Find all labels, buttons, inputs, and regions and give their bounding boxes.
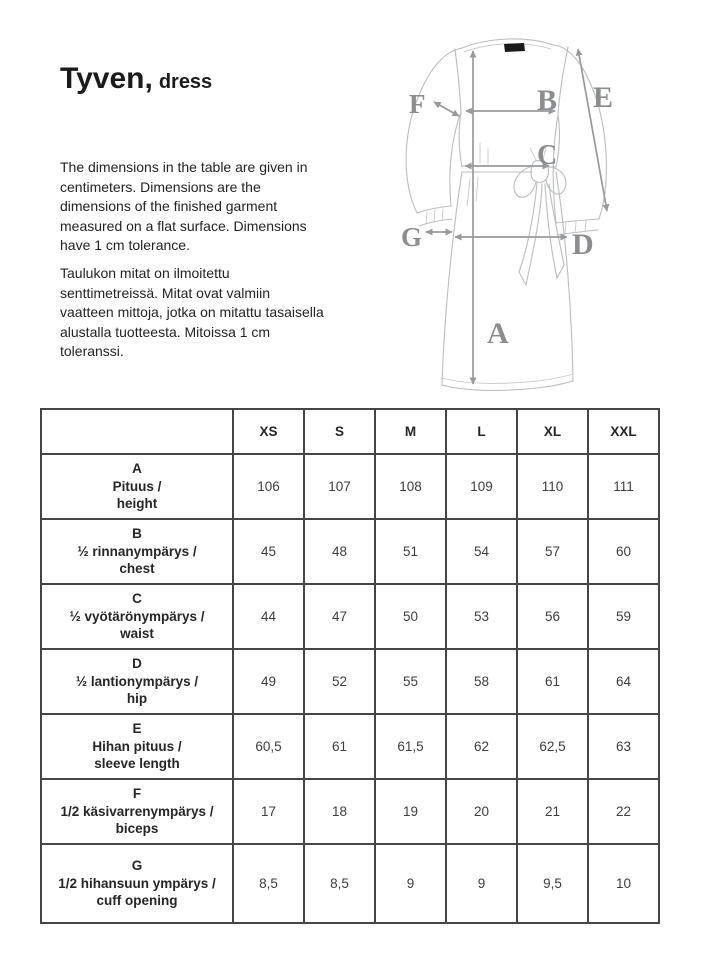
description-finnish: Taulukon mitat on ilmoitettu senttimetreissä. Mitat ovat valmiin vaatteen mittoja, jotka on mitattu tasaisella alustalla tuotteesta. Mitoissa 1 cm toleranssi. [60, 265, 324, 359]
measurement-label-cell: E Hihan pituus / sleeve length [41, 714, 233, 779]
measurement-letters [401, 81, 613, 350]
size-value-cell: 45 [233, 519, 304, 584]
size-column-header: S [304, 409, 375, 454]
letter-f: F [409, 89, 426, 119]
size-value-cell: 8,5 [233, 844, 304, 923]
size-value-cell: 20 [446, 779, 517, 844]
size-value-cell: 61,5 [375, 714, 446, 779]
measurement-label-cell: B ½ rinnanympärys / chest [41, 519, 233, 584]
size-column-header: XS [233, 409, 304, 454]
size-value-cell: 53 [446, 584, 517, 649]
product-type: dress [158, 71, 213, 93]
size-value-cell: 55 [375, 649, 446, 714]
size-value-cell: 44 [233, 584, 304, 649]
size-value-cell: 19 [375, 779, 446, 844]
size-value-cell: 62,5 [517, 714, 588, 779]
size-value-cell: 60 [588, 519, 659, 584]
size-table-body [41, 454, 659, 923]
size-value-cell: 52 [304, 649, 375, 714]
measurement-label-cell: F 1/2 käsivarrenympärys / biceps [41, 779, 233, 844]
size-value-cell: 21 [517, 779, 588, 844]
size-column-header: XXL [588, 409, 659, 454]
size-value-cell: 59 [588, 584, 659, 649]
size-value-cell: 18 [304, 779, 375, 844]
size-value-cell: 8,5 [304, 844, 375, 923]
size-value-cell: 9 [375, 844, 446, 923]
measurement-label-cell: D ½ lantionympärys / hip [41, 649, 233, 714]
size-value-cell: 109 [446, 454, 517, 519]
letter-a: A [487, 317, 509, 350]
size-value-cell: 106 [233, 454, 304, 519]
corner-cell [41, 409, 233, 454]
size-value-cell: 48 [304, 519, 375, 584]
table-row [41, 519, 659, 584]
letter-d: D [572, 228, 594, 261]
table-row [41, 714, 659, 779]
size-value-cell: 107 [304, 454, 375, 519]
size-value-cell: 60,5 [233, 714, 304, 779]
size-value-cell: 61 [304, 714, 375, 779]
size-value-cell: 108 [375, 454, 446, 519]
letter-c: C [537, 140, 558, 171]
dress-measurement-diagram [390, 8, 712, 404]
size-value-cell: 54 [446, 519, 517, 584]
size-table [40, 408, 660, 924]
table-row [41, 649, 659, 714]
size-value-cell: 47 [304, 584, 375, 649]
size-value-cell: 49 [233, 649, 304, 714]
size-value-cell: 61 [517, 649, 588, 714]
size-value-cell: 9,5 [517, 844, 588, 923]
measurement-arrows [426, 49, 607, 384]
size-value-cell: 22 [588, 779, 659, 844]
letter-b: B [537, 84, 558, 117]
measurement-label-cell: A Pituus / height [41, 454, 233, 519]
size-value-cell: 17 [233, 779, 304, 844]
size-column-header: XL [517, 409, 588, 454]
collar-label [504, 43, 525, 52]
size-column-header: M [375, 409, 446, 454]
letter-g: G [401, 222, 423, 252]
size-value-cell: 110 [517, 454, 588, 519]
size-value-cell: 58 [446, 649, 517, 714]
table-row [41, 779, 659, 844]
table-row [41, 454, 659, 519]
size-value-cell: 10 [588, 844, 659, 923]
table-row [41, 584, 659, 649]
size-value-cell: 57 [517, 519, 588, 584]
page-title [60, 62, 212, 96]
arrow-f-biceps [434, 102, 459, 116]
arrow-e-sleeve [578, 49, 607, 211]
size-value-cell: 9 [446, 844, 517, 923]
measurement-label-cell: G 1/2 hihansuun ympärys / cuff opening [41, 844, 233, 923]
size-value-cell: 63 [588, 714, 659, 779]
size-value-cell: 111 [588, 454, 659, 519]
size-value-cell: 62 [446, 714, 517, 779]
table-row [41, 844, 659, 923]
letter-e: E [593, 81, 614, 114]
size-table-header-row [41, 409, 659, 454]
size-value-cell: 51 [375, 519, 446, 584]
size-value-cell: 64 [588, 649, 659, 714]
size-value-cell: 50 [375, 584, 446, 649]
size-value-cell: 56 [517, 584, 588, 649]
size-column-header: L [446, 409, 517, 454]
product-name: Tyven, [60, 62, 153, 95]
description-english: The dimensions in the table are given in centimeters. Dimensions are the dimensions of the finished garment measured on a flat surface. Dimensions have 1 cm tolerance. [60, 159, 308, 253]
measurement-label-cell: C ½ vyötärönympärys / waist [41, 584, 233, 649]
